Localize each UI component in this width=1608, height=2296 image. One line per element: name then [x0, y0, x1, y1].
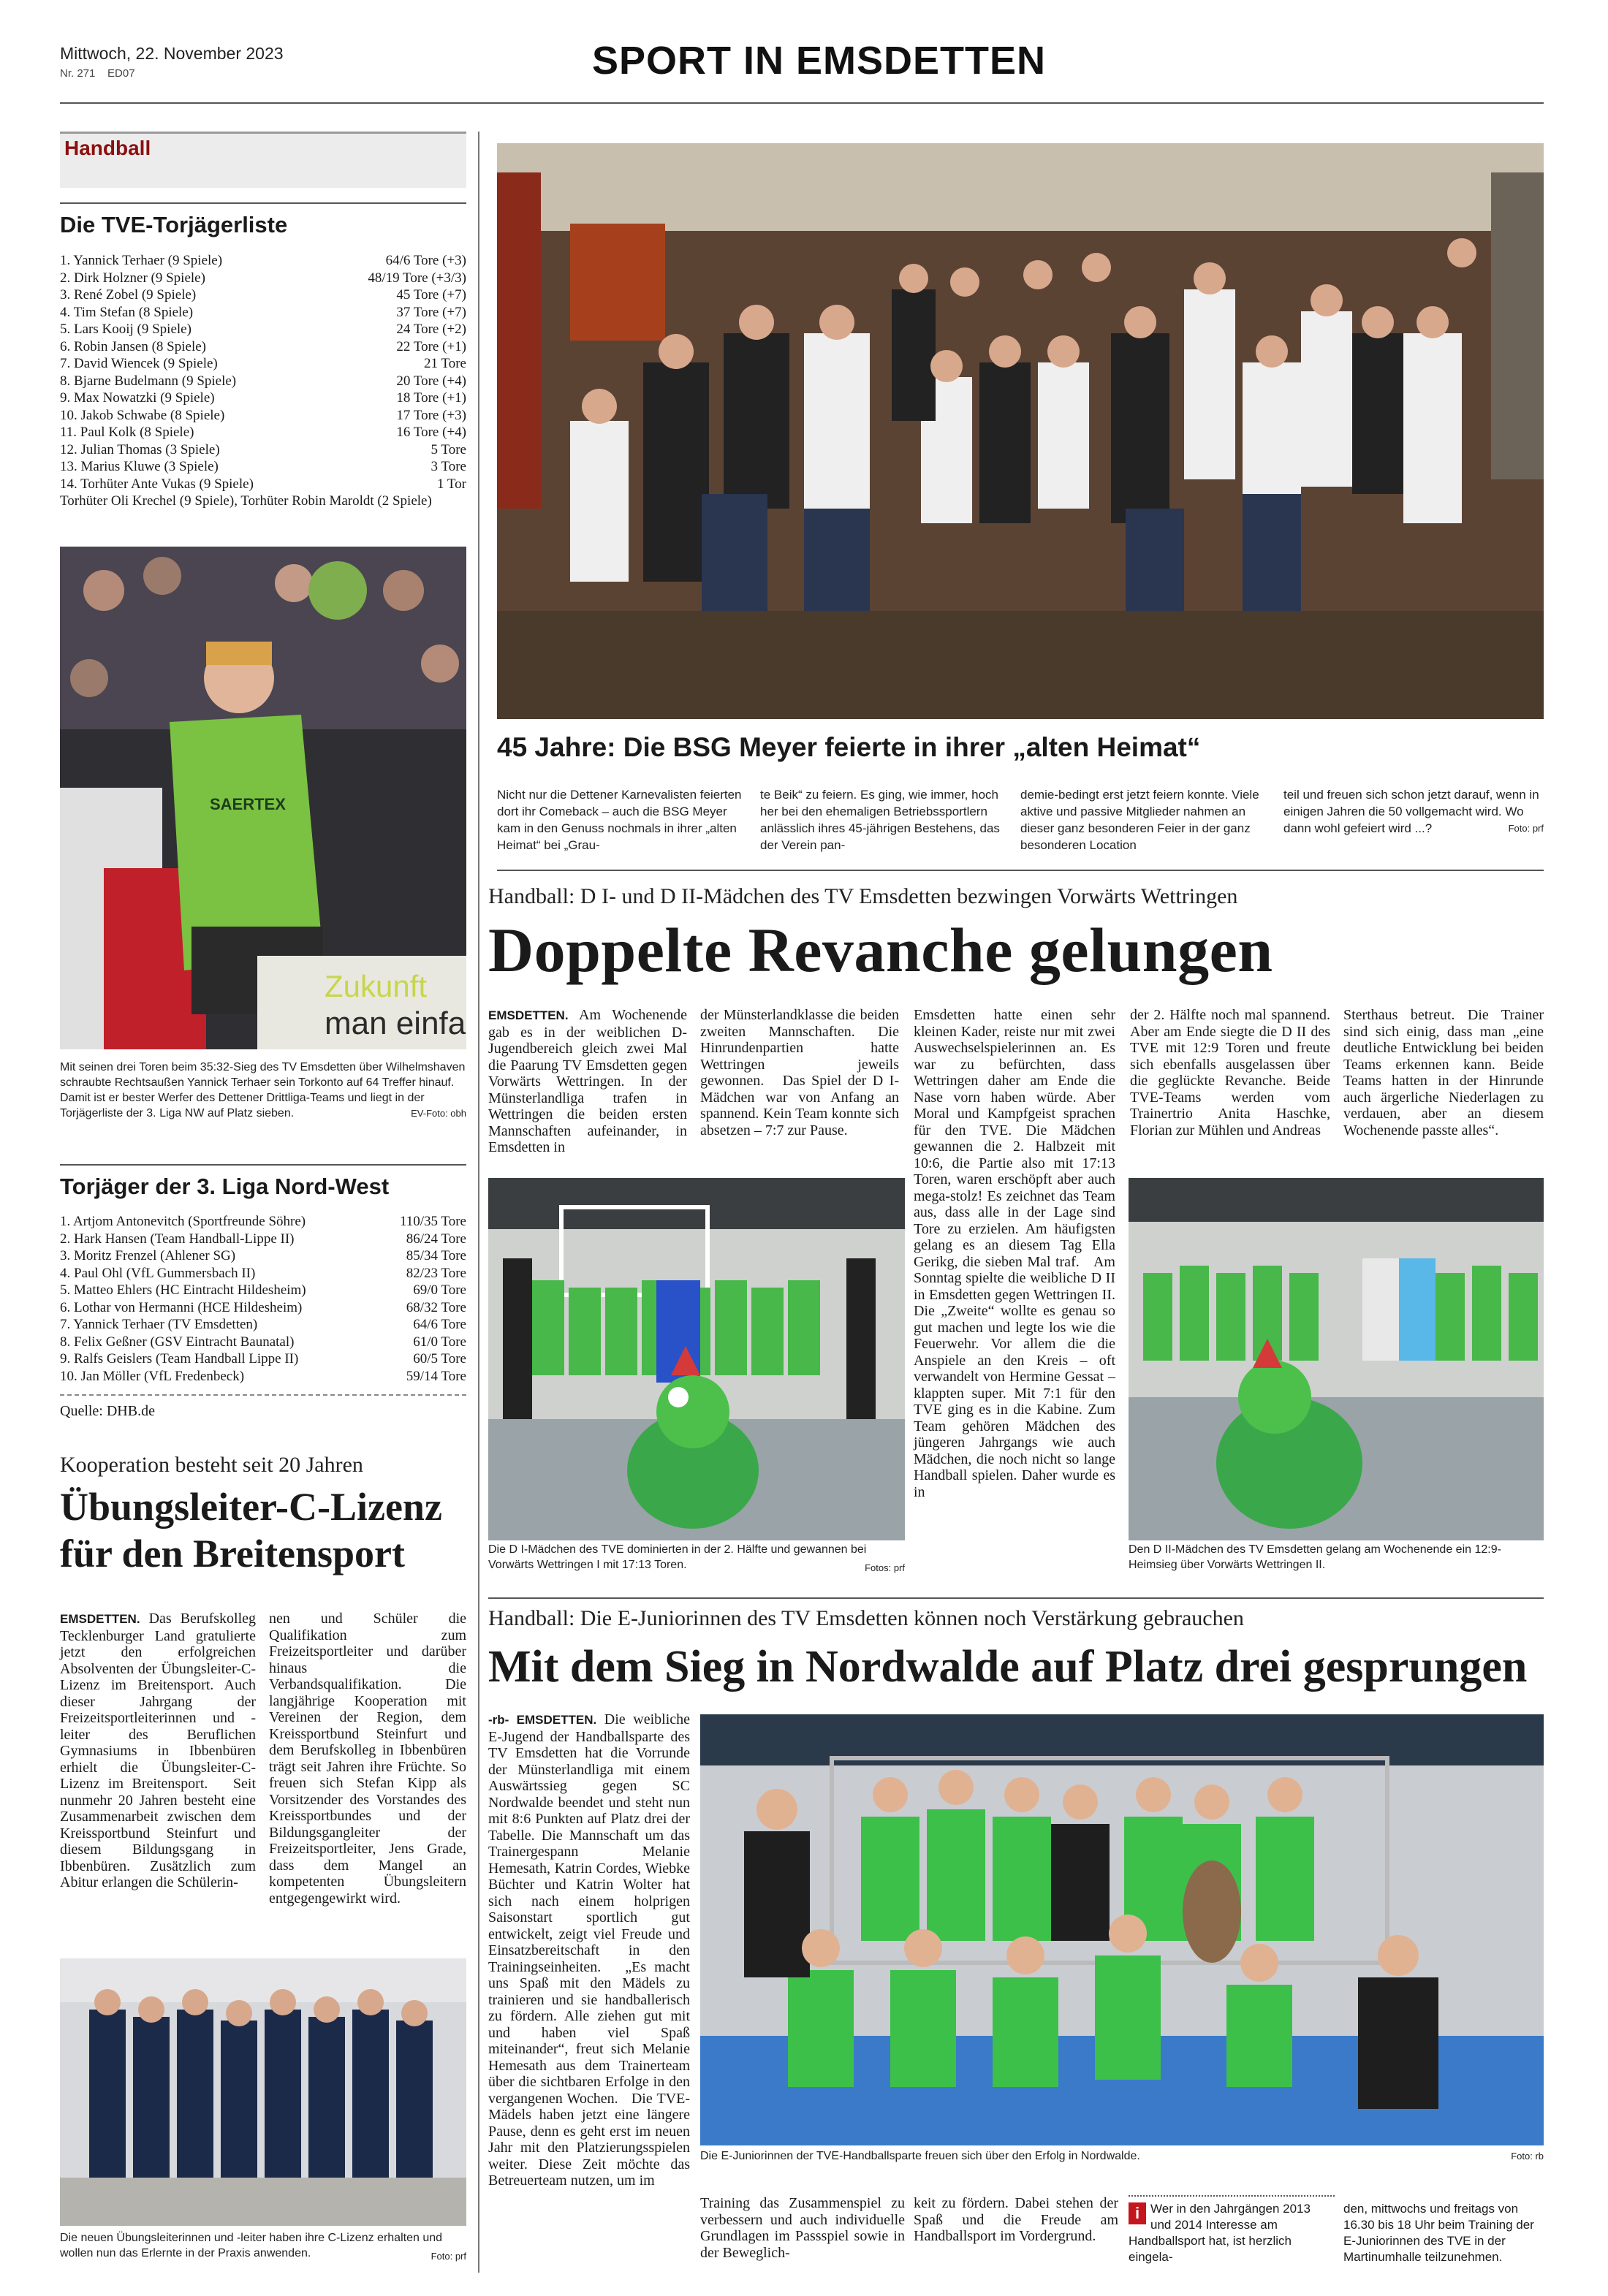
issue-number: Nr. 271 [60, 67, 96, 80]
d1-photo-caption [488, 1542, 905, 1575]
bsg-group-photo [497, 143, 1544, 719]
coop-text-1: Das Berufskolleg Tecklenburger Land gratulierte jetzt den erfolgreichen Absolventen der Übungsleiter-C-Lizenz im Breitensport. Auch dieser Jahrgang der Freizeitsportleiterinnen und -leiter des Beruflichen Gymnasiums in Ibbenbüren erhielt die Übungsleiter-C-Lizenz im Breitensport. Seit nunmehr 20 Jahren besteht eine Zusammenarbeit zwischen dem Kreissportbund Steinfurt und diesem Bildungsgang in Ibbenbüren. Zusätzlich zum Abitur erlangen die Schülerin- [60, 1611, 256, 1890]
league-scorer-row [60, 1350, 466, 1368]
tve-scorer-row [60, 407, 466, 425]
revanche-headline: Doppelte Revanche gelungen [488, 915, 1273, 985]
tve-scorer-row-name: 5. Lars Kooij (9 Spiele) [60, 322, 191, 337]
player-photo [60, 547, 466, 1049]
player-photo-caption-text: Mit seinen drei Toren beim 35:32-Sieg des TV Emsdetten über Wilhelmshaven schraubte Rechtsaußen Yannick Terhaer sein Torkonto auf 64 Treffer hinauf. Damit ist er bester Werfer des Dettener Drittliga-Teams und liegt in der Torjägerliste der 3. Liga NW auf Platz sieben. [60, 1061, 466, 1120]
league-list-title: Torjäger der 3. Liga Nord-West [60, 1174, 390, 1199]
league-scorer-row-goals: 82/23 Tore [406, 1265, 466, 1281]
league-scorer-row-goals: 60/5 Tore [413, 1351, 466, 1366]
tve-scorer-row-goals: 20 Tore (+4) [396, 373, 466, 389]
e-youth-photo-caption-text: Die E-Juniorinnen der TVE-Handballsparte freuen sich über den Erfolg in Nordwalde. [700, 2150, 1140, 2162]
league-scorer-row [60, 1299, 466, 1317]
league-scorer-row-goals: 61/0 Tore [413, 1334, 466, 1350]
tve-scorer-row-name: 9. Max Nowatzki (9 Spiele) [60, 390, 215, 406]
player-photo-credit: EV-Foto: obh [411, 1108, 466, 1119]
tve-scorer-row-goals: 24 Tore (+2) [396, 322, 466, 337]
tve-scorer-row [60, 458, 466, 476]
tve-scorer-row-goals: 17 Tore (+3) [396, 407, 466, 423]
bsg-column-1: Nicht nur die Dettener Karnevalisten feierten dort ihr Comeback – auch die BSG Meyer kam in den Genuss nochmals in ihrer „alten Heimat“ bei „Grau- [497, 788, 742, 852]
tve-scorer-list [60, 252, 466, 510]
tve-scorer-row [60, 304, 466, 322]
revanche-column-1 [488, 1007, 687, 1156]
league-scorer-row-name: 4. Paul Ohl (VfL Gummersbach II) [60, 1265, 256, 1281]
info-box-continued [1343, 2195, 1544, 2265]
league-scorer-row [60, 1282, 466, 1299]
section-title: SPORT IN EMSDETTEN [592, 39, 1047, 83]
tve-scorer-row-goals: 22 Tore (+1) [396, 338, 466, 354]
e-youth-photo-credit: Foto: rb [1511, 2151, 1544, 2162]
tve-scorer-row [60, 389, 466, 407]
tve-rule [60, 202, 466, 204]
e-youth-team-photo [700, 1714, 1544, 2145]
bsg-column-3: demie-bedingt erst jetzt feiern konnte. Viele aktive und passive Mitglieder nahmen an dieser ganz besonderen Feier in der ganz besonderen Location [1020, 788, 1259, 852]
tve-scorer-row-name: 2. Dirk Holzner (9 Spiele) [60, 270, 205, 286]
rubric-label: Handball [64, 137, 151, 159]
masthead-rule [60, 102, 1544, 104]
info-text: Wer in den Jahrgängen 2013 und 2014 Interesse am Handballsport hat, ist herzlich eingela- [1129, 2202, 1311, 2264]
bsg-column-4 [1283, 786, 1544, 837]
photo-banner-line-2: man einfa [325, 1006, 466, 1041]
bsg-photo-credit: Foto: prf [1508, 823, 1544, 834]
d2-photo-caption: Den D II-Mädchen des TV Emsdetten gelang am Wochenende ein 12:9-Heimsieg über Vorwärts Wettringen II. [1129, 1543, 1501, 1571]
league-scorer-row [60, 1247, 466, 1265]
league-scorer-row [60, 1334, 466, 1351]
tve-scorer-row-goals: 5 Tore [431, 441, 466, 457]
coop-photo-caption-text: Die neuen Übungsleiterinnen und -leiter haben ihre C-Lizenz erhalten und wollen nun das Erlernte in der Praxis anwenden. [60, 2232, 443, 2259]
tve-scorer-row [60, 321, 466, 338]
coop-kicker: Kooperation besteht seit 20 Jahren [60, 1453, 363, 1477]
league-scorer-row [60, 1265, 466, 1282]
revanche-column-2: der Münsterlandklasse die beiden zweiten Mannschaften. Die Hinrundenpartien hatte Wettringen jeweils gewonnen. Das Spiel der D I-Mädchen war von Anfang an spannend. Kein Team konnte sich absetzen – 7:7 zur Pause. [700, 1007, 899, 1139]
tve-scorer-row-name: 13. Marius Kluwe (3 Spiele) [60, 459, 219, 474]
masthead-date: Mittwoch, 22. November 2023 [60, 44, 284, 63]
edition-code: ED07 [107, 67, 135, 80]
coop-photo-credit: Foto: prf [431, 2251, 466, 2262]
tve-scorer-row-name: 6. Robin Jansen (8 Spiele) [60, 338, 207, 354]
photo-shirt-print: SAERTEX [210, 795, 286, 813]
tve-scorer-row-name: 12. Julian Thomas (3 Spiele) [60, 441, 220, 457]
tve-scorer-row-goals: 21 Tore [424, 356, 466, 371]
league-scorer-row [60, 1213, 466, 1231]
revanche-text-1: Am Wochenende gab es in der weiblichen D-Jugendbereich gleich zwei Mal die Paarung TV Emsdetten gegen Vorwärts Wettringen. In der Münsterlandliga trafen in Wettringen die beiden ersten Mannschaften aufeinander, in Emsdetten in [488, 1007, 687, 1155]
league-scorer-row-name: 3. Moritz Frenzel (Ahlener SG) [60, 1248, 236, 1263]
coop-column-1 [60, 1611, 256, 1891]
league-scorer-row-name: 2. Hark Hansen (Team Handball-Lippe II) [60, 1231, 295, 1247]
tve-scorer-row-goals: 48/19 Tore (+3/3) [368, 270, 466, 286]
tve-scorer-row-goals: 18 Tore (+1) [396, 390, 466, 406]
info-box [1129, 2195, 1335, 2265]
rubric-box [60, 132, 466, 188]
tve-scorer-row-goals: 16 Tore (+4) [396, 425, 466, 440]
tve-scorer-row [60, 286, 466, 304]
nordwalde-column-2: Training das Zusammenspiel zu verbessern und auch individuelle Grundlagen im Passspiel sowie in der Beweglich- [700, 2195, 905, 2261]
league-scorer-row-goals: 110/35 Tore [399, 1214, 466, 1229]
photo-banner-line-1: Zukunft [325, 969, 428, 1003]
coop-dateline: EMSDETTEN. [60, 1612, 140, 1626]
tve-scorer-row-goals: 64/6 Tore (+3) [385, 253, 466, 268]
league-scorer-row-name: 6. Lothar von Hermanni (HCE Hildesheim) [60, 1299, 303, 1315]
league-scorer-list [60, 1213, 466, 1385]
column-divider [478, 132, 479, 2273]
e-youth-photo-caption [700, 2148, 1544, 2164]
tve-scorer-row [60, 476, 466, 493]
nordwalde-kicker: Handball: Die E-Juniorinnen des TV Emsdetten können noch Verstärkung gebrauchen [488, 1606, 1244, 1630]
nordwalde-dateline: -rb- EMSDETTEN. [488, 1713, 597, 1727]
coop-group-photo [60, 1958, 466, 2226]
league-scorer-row-name: 7. Yannick Terhaer (TV Emsdetten) [60, 1317, 258, 1332]
bsg-headline: 45 Jahre: Die BSG Meyer feierte in ihrer „alten Heimat“ [497, 732, 1201, 762]
tve-scorer-row [60, 441, 466, 459]
tve-scorer-row-name: 1. Yannick Terhaer (9 Spiele) [60, 253, 223, 268]
coop-headline: Übungsleiter-C-Lizenz für den Breitensport [60, 1485, 442, 1575]
league-scorer-row-goals: 85/34 Tore [406, 1248, 466, 1263]
coop-photo-caption [60, 2230, 466, 2264]
league-scorer-row [60, 1231, 466, 1248]
coop-column-2 [269, 1611, 466, 1907]
league-scorer-row-goals: 69/0 Tore [413, 1282, 466, 1298]
tve-scorer-row-goals: 3 Tore [431, 459, 466, 474]
d1-photo-caption-text: Die D I-Mädchen des TVE dominierten in der 2. Hälfte und gewannen bei Vorwärts Wettringen I mit 17:13 Toren. [488, 1543, 867, 1571]
tve-scorer-row [60, 338, 466, 356]
d2-team-photo [1129, 1178, 1544, 1540]
info-icon: i [1129, 2202, 1146, 2224]
league-scorer-row-goals: 64/6 Tore [413, 1317, 466, 1332]
tve-scorer-row-goals: 1 Tor [436, 476, 466, 492]
nordwalde-column-1 [488, 1711, 690, 2189]
tve-scorer-row-name: 10. Jakob Schwabe (8 Spiele) [60, 407, 225, 423]
masthead-issue [60, 67, 135, 80]
league-scorer-row-goals: 86/24 Tore [406, 1231, 466, 1247]
league-scorer-row [60, 1368, 466, 1385]
tve-scorer-row-goals: 37 Tore (+7) [396, 304, 466, 320]
tve-scorer-row-name: 14. Torhüter Ante Vukas (9 Spiele) [60, 476, 254, 492]
coop-text-2: nen und Schüler die Qualifikation zum Freizeitsportleiter und darüber hinaus die Verbandsqualifikation. Die langjährige Kooperation mit Vereinen der Region, dem Kreissportbund Steinfurt und dem Berufskolleg in Ibbenbüren trägt seit Jahren ihre Früchte. So freuen sich Stefan Kipp als Vorsitzender des Vorstandes des Kreissportbundes und der Bildungsgangleiter der Freizeitsportleiter, Jens Grade, dass dem Mangel an kompetenten Übungsleitern entgegengewirkt wird. [269, 1611, 466, 1907]
league-scorer-row-name: 8. Felix Geßner (GSV Eintracht Baunatal) [60, 1334, 295, 1350]
tve-list-note: Torhüter Oli Krechel (9 Spiele), Torhüter Robin Maroldt (2 Spiele) [60, 493, 432, 509]
tve-scorer-row [60, 252, 466, 270]
bsg-rule [497, 870, 1544, 871]
nordwalde-column-3: keit zu fördern. Dabei stehen der Spaß und die Freude am Handballsport im Vordergrund. [914, 2195, 1118, 2244]
league-rule [60, 1164, 466, 1166]
revanche-column-5: Sterthaus betreut. Die Trainer sind sich einig, dass man „eine deutliche Entwicklung bei beiden Teams erkennen kann. Beide Teams hatten in der Hinrunde auch ärgerliche Niederlagen zu verdauen, aber an diesem Wochenende passte alles“. [1343, 1007, 1544, 1139]
league-scorer-row-goals: 59/14 Tore [406, 1368, 466, 1384]
tve-scorer-row [60, 355, 466, 373]
league-scorer-row-goals: 68/32 Tore [406, 1299, 466, 1315]
league-scorer-row [60, 1316, 466, 1334]
tve-scorer-row-name: 11. Paul Kolk (8 Spiele) [60, 425, 194, 440]
league-list-separator [60, 1394, 466, 1396]
tve-scorer-row-name: 7. David Wiencek (9 Spiele) [60, 356, 218, 371]
d1-photo-credit: Fotos: prf [865, 1562, 905, 1573]
info-text-continued: den, mittwochs und freitags von 16.30 bis 18 Uhr beim Training der E-Juniorinnen des TVE in der Martinumhalle teilzunehmen. [1343, 2202, 1534, 2264]
tve-scorer-row [60, 424, 466, 441]
league-scorer-row-name: 1. Artjom Antonevitch (Sportfreunde Söhre) [60, 1214, 306, 1229]
tve-scorer-row-goals: 45 Tore (+7) [396, 287, 466, 303]
revanche-rule [488, 1597, 1544, 1599]
revanche-column-3: Emsdetten hatte einen sehr kleinen Kader, reiste nur mit zwei Auswechselspielerinnen an. Es war zu befürchten, dass Wettringen daher am Ende die Nase vorn haben würde. Aber Moral und Kampfgeist sprachen für den TVE. Die Mädchen gewannen die 2. Halbzeit mit 10:6, die Partie also mit 17:13 Toren, waren erschöpft aber auch mega-stolz! Es zeichnet das Team aus, dass alle in der Lage sind Tore zu erzielen. Am häufigsten gelang es an diesem Tag Ella Gerikg, die sieben Mal traf. Am Sonntag spielte die weibliche D II in Emsdetten gegen Wettringen II. Die „Zweite“ wollte es genau so gut machen und legte los wie die Feuerwehr. Vor allem die die Anspiele an den Kreis – oft verwandelt von Hermine Gessat – klappten super. Mit 7:1 für den TVE ging es in die Kabine. Zum Team gehören Mädchen des jüngeren Jahrgangs wie auch Mädchen, die noch nicht so lange Handball spielen. Daher wurde es in [914, 1007, 1115, 1500]
bsg-column-4-text: teil und freuen sich schon jetzt darauf, wenn in einigen Jahren die 50 vollgemacht wird. Wo dann wohl gefeiert wird ...? [1283, 788, 1539, 835]
nordwalde-text-1: Die weibliche E-Jugend der Handballsparte des TV Emsdetten hat die Vorrunde der Münsterlandliga mit einem Auswärtssieg gegen SC Nordwalde beendet und steht nun mit 8:6 Punkten auf Platz drei der Tabelle. Die Mannschaft um das Trainergespann Melanie Hemesath, Katrin Cordes, Wiebke Büchter und Katrin Wolter hat sich nach einem holprigen Saisonstart sportlich gut entwickelt, zeigt viel Freude und Einsatzbereitschaft in den Trainingseinheiten. „Es macht uns Spaß mit den Mädels zu trainieren und sie handballerisch zu fördern. Alle ziehen gut mit und haben viel Spaß miteinander“, freut sich Melanie Hemesath aus dem Trainerteam über die sichtbaren Erfolge in den vergangenen Wochen. Die TVE-Mädels haben jetzt eine längere Pause, denn es geht erst im neuen Jahr mit den Platzierungsspielen weiter. Diese Zeit möchte das Betreuerteam nutzen, um im [488, 1711, 691, 2189]
revanche-column-4: der 2. Hälfte noch mal spannend. Aber am Ende siegte die D II des TVE mit 12:9 Toren und freute sich ebenfalls ausgelassen über die geglückte Revanche. Beide TVE-Teams werden vom Trainertrio Anita Haschke, Florian zur Mühlen und Andreas [1130, 1007, 1330, 1139]
nordwalde-headline: Mit dem Sieg in Nordwalde auf Platz drei gesprungen [488, 1642, 1528, 1692]
tve-scorer-row [60, 373, 466, 390]
league-scorer-row-name: 5. Matteo Ehlers (HC Eintracht Hildesheim) [60, 1282, 306, 1298]
player-photo-caption [60, 1060, 466, 1121]
league-source: Quelle: DHB.de [60, 1403, 155, 1419]
tve-scorer-row [60, 270, 466, 287]
revanche-kicker: Handball: D I- und D II-Mädchen des TV Emsdetten bezwingen Vorwärts Wettringen [488, 884, 1238, 908]
bsg-column-2: te Beik“ zu feiern. Es ging, wie immer, hoch her bei den ehemaligen Betriebssportlern anlässlich ihres 45-jährigen Bestehens, das der Verein pan- [760, 788, 1000, 852]
tve-list-title: Die TVE-Torjägerliste [60, 212, 288, 237]
tve-scorer-row-name: 4. Tim Stefan (8 Spiele) [60, 304, 194, 320]
league-scorer-row-name: 9. Ralfs Geislers (Team Handball Lippe II) [60, 1351, 299, 1366]
tve-scorer-row-name: 3. René Zobel (9 Spiele) [60, 287, 197, 303]
league-scorer-row-name: 10. Jan Möller (VfL Fredenbeck) [60, 1368, 245, 1384]
revanche-dateline: EMSDETTEN. [488, 1008, 569, 1022]
d1-team-photo [488, 1178, 905, 1540]
tve-scorer-row-name: 8. Bjarne Budelmann (9 Spiele) [60, 373, 237, 389]
